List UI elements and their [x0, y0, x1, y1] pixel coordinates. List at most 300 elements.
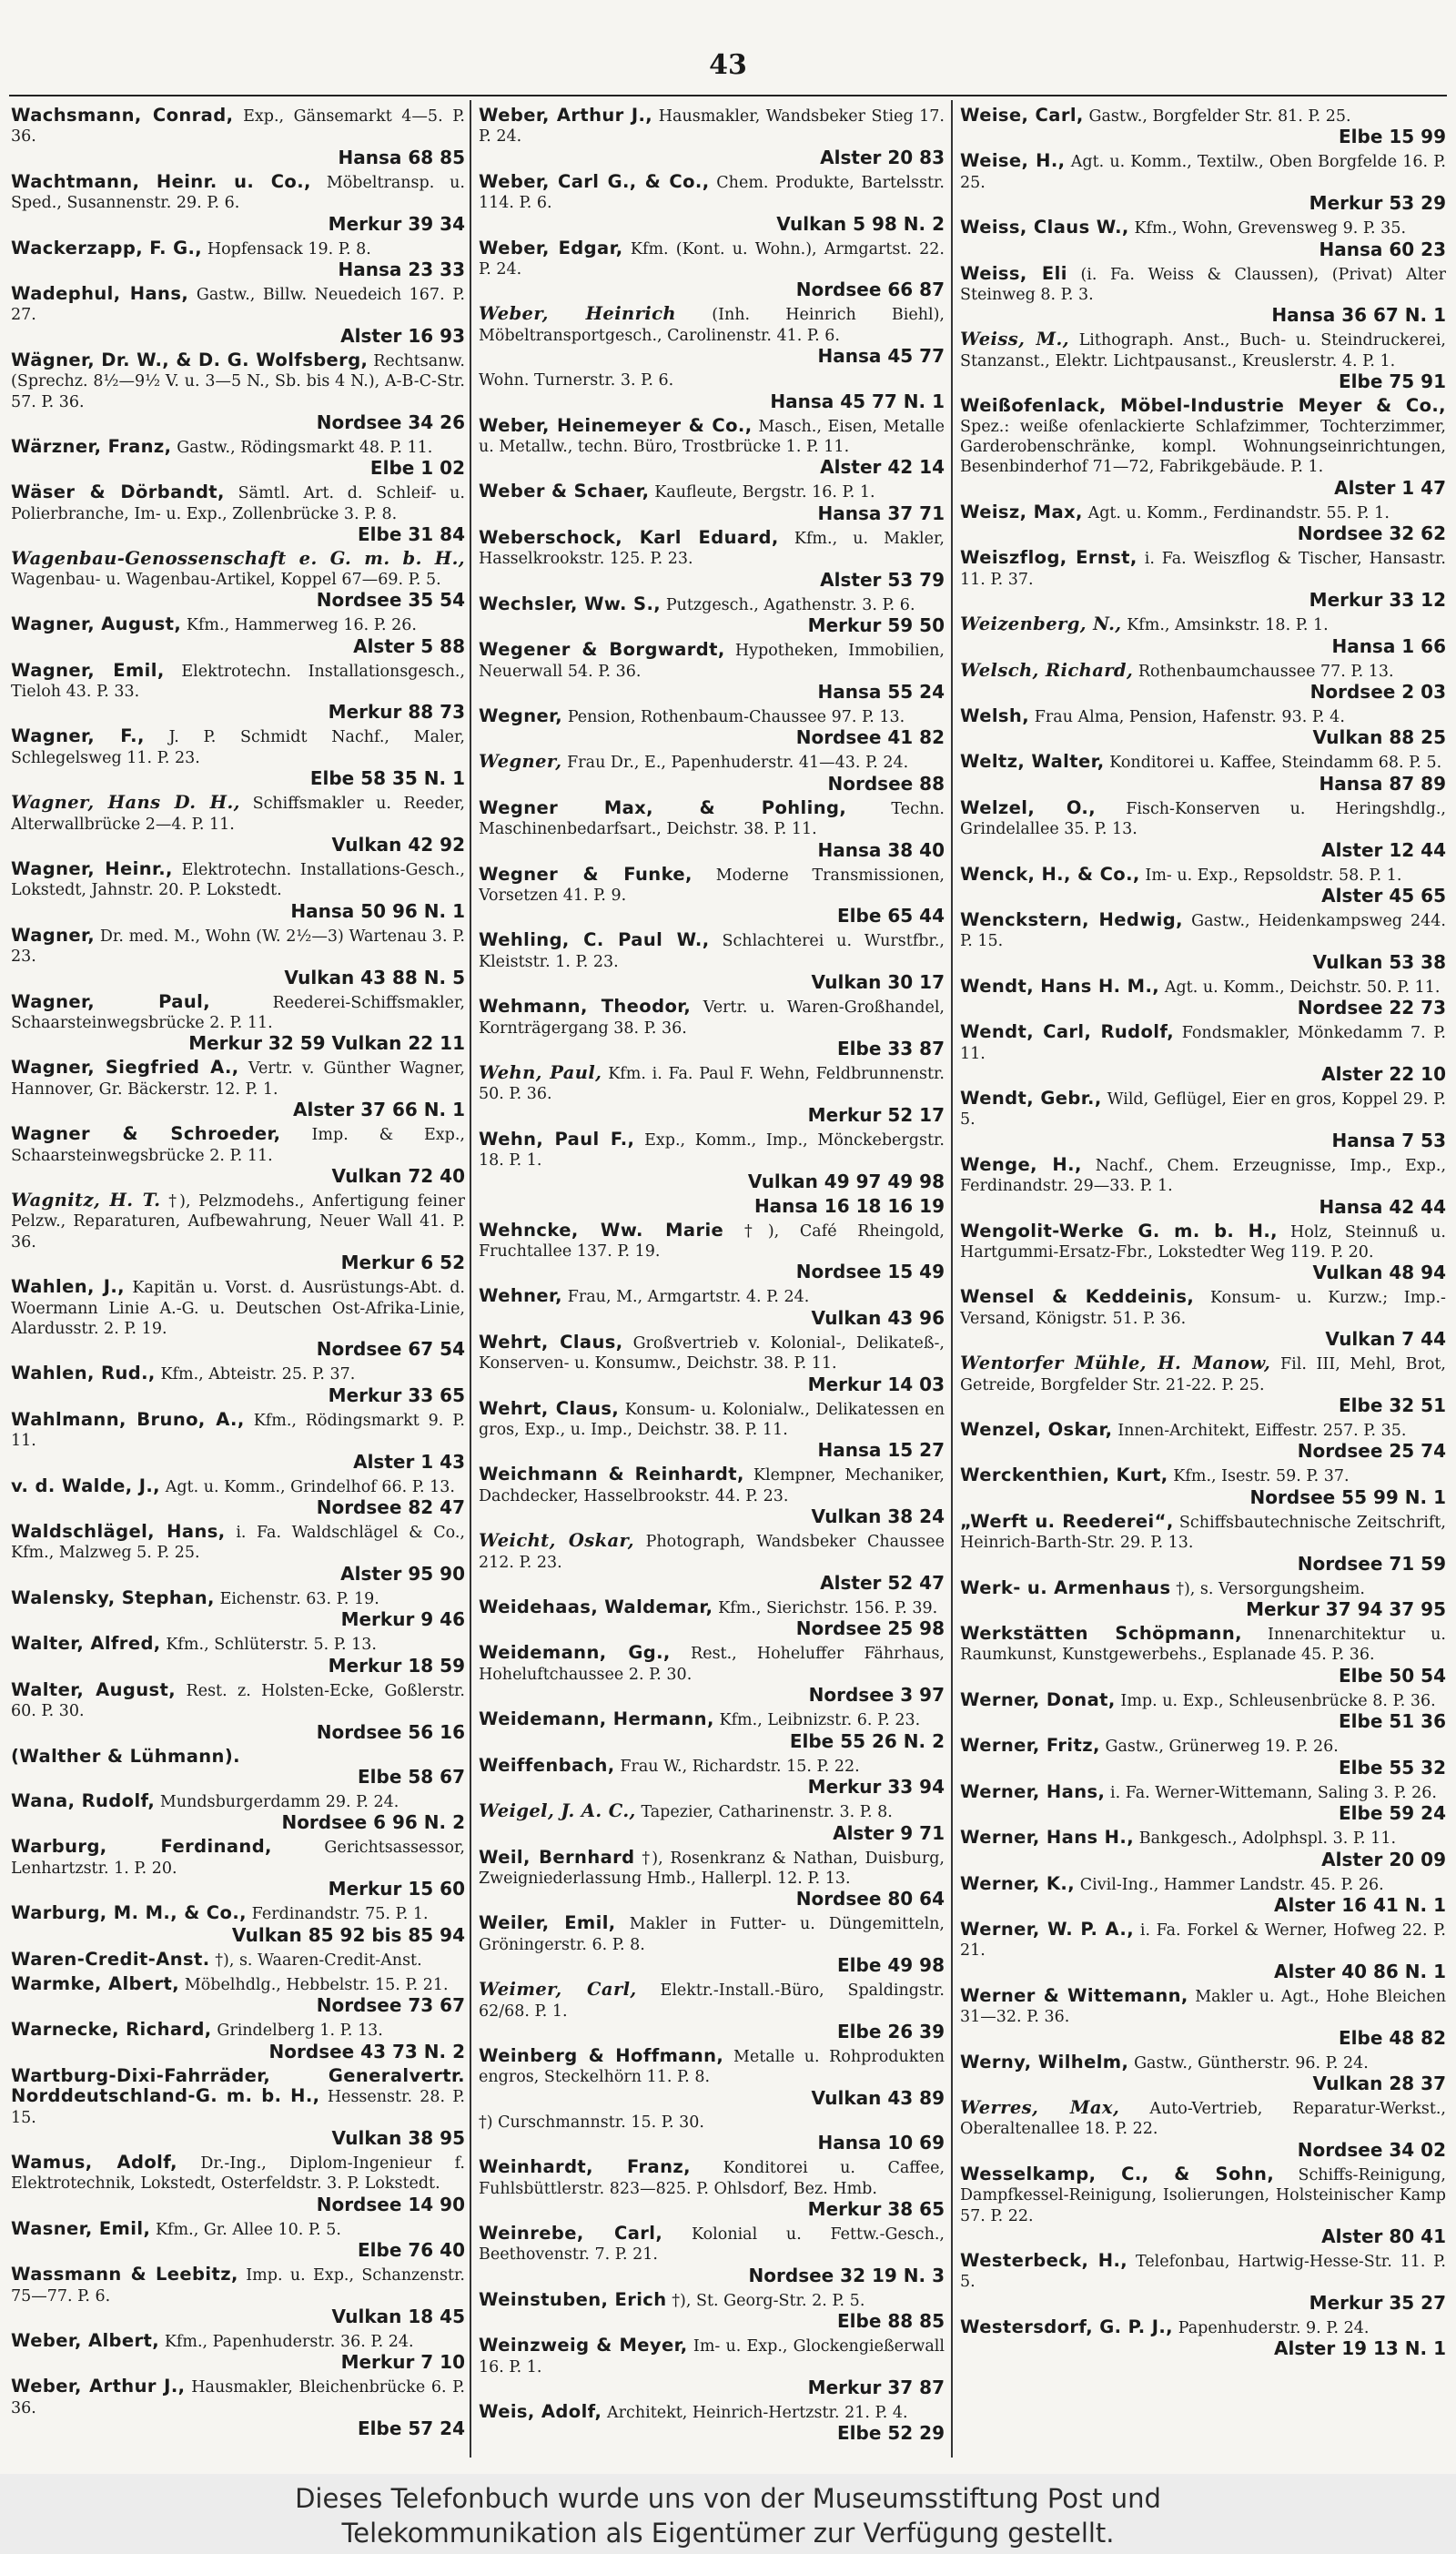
directory-entry	[479, 1221, 945, 1283]
entry-name: Werner, Hans H.,	[960, 1827, 1135, 1849]
entry-phone: Hansa 68 85	[338, 146, 465, 168]
directory-entry	[479, 528, 945, 591]
entry-name: Waldschlägel, Hans,	[11, 1521, 226, 1543]
entry-phone: Nordsee 43 73 N. 2	[268, 2040, 465, 2062]
directory-entry	[11, 238, 465, 280]
entry-phone: Nordsee 14 90	[316, 2193, 465, 2215]
directory-entry	[11, 1191, 465, 1273]
entry-phone: Alster 95 90	[340, 1562, 465, 1585]
entry-details: Dr. med. M., Wohn (W. 2½—3) Wartenau 3. P. 23.	[11, 927, 465, 967]
directory-entry	[11, 2265, 465, 2327]
entry-name: Wagner, Siegfried A.,	[11, 1057, 239, 1079]
entry-details: Kfm., u. Makler, Hasselkrookstr. 125. P. 23.	[479, 529, 945, 569]
entry-details: Agt. u. Komm., Textilw., Oben Borgfelde 16. P. 25.	[960, 153, 1446, 192]
directory-entry	[11, 482, 465, 545]
entry-name: Weise, Carl,	[960, 106, 1084, 126]
entry-phone: Hansa 36 67 N. 1	[1271, 304, 1446, 327]
entry-phone: Merkur 33 12	[1309, 589, 1446, 612]
entry-phone: Vulkan 88 25	[1312, 726, 1446, 749]
entry-phone: Elbe 88 85	[837, 2310, 945, 2333]
entry-phone: Hansa 1 66	[1331, 634, 1446, 657]
directory-entry	[960, 218, 1446, 259]
directory-entry	[960, 1353, 1446, 1416]
entry-details: †), Rosenkranz & Nathan, Duisburg, Zweigniederlassung Hmb., Hallerpl. 12. P. 13.	[479, 1849, 945, 1888]
directory-entry	[479, 1531, 945, 1594]
column-divider	[951, 100, 953, 2458]
entry-phone: Hansa 38 40	[817, 838, 945, 861]
entry-name: Weber, Carl G., & Co.,	[479, 170, 710, 192]
entry-details: Klempner, Mechaniker, Dachdecker, Hasselbrookstr. 44. P. 23.	[479, 1466, 945, 1505]
entry-name: Weimer, Carl,	[479, 1979, 637, 2001]
entry-details: Hopfensack 19. P. 8.	[207, 239, 371, 258]
entry-name: Welsh,	[960, 704, 1030, 726]
entry-name: Wackerzapp, F. G.,	[11, 237, 203, 258]
entry-name: Wendt, Gebr.,	[960, 1087, 1102, 1109]
directory-entry	[960, 1986, 1446, 2049]
entry-details: i. Fa. Werner-Wittemann, Saling 3. P. 26.	[1110, 1783, 1437, 1802]
entry-name: Westerbeck, H.,	[960, 2249, 1128, 2271]
entry-details: Chem. Produkte, Bartelsstr. 114. P. 6.	[479, 173, 945, 213]
directory-entry	[479, 2336, 945, 2398]
entry-phone: Merkur 37 94 37 95	[1246, 1598, 1446, 1621]
directory-column-1	[11, 106, 465, 2445]
directory-entry	[960, 264, 1446, 327]
directory-entry	[960, 1420, 1446, 1462]
directory-entry	[479, 930, 945, 993]
entry-phone: Hansa 10 69	[817, 2132, 945, 2154]
entry-details: Elektrotechn. Installationsgesch., Tieloh 43. P. 33.	[11, 662, 465, 701]
entry-phone: Alster 52 47	[820, 1572, 945, 1595]
entry-phone: Vulkan 30 17	[811, 971, 945, 994]
directory-entry	[960, 1624, 1446, 1687]
entry-phone: Alster 42 14	[820, 456, 945, 479]
entry-details: Agt. u. Komm., Deichstr. 50. P. 11.	[1164, 978, 1441, 997]
entry-details: Kolonial u. Fettw.-Gesch., Beethovenstr. 7. P. 21.	[479, 2225, 945, 2265]
entry-phone: Hansa 37 71	[817, 502, 945, 524]
directory-entry	[960, 1022, 1446, 1085]
directory-entry	[960, 1782, 1446, 1824]
entry-details: Gastw., Borgfelder Str. 81. P. 25.	[1088, 107, 1351, 126]
directory-entry	[11, 1058, 465, 1120]
entry-name: Wehmann, Theodor,	[479, 996, 692, 1018]
entry-name: Werckenthien, Kurt,	[960, 1464, 1168, 1486]
entry-phone: Nordsee 32 62	[1297, 522, 1446, 545]
directory-entry	[11, 926, 465, 988]
directory-entry	[960, 752, 1446, 794]
directory-entry	[11, 1837, 465, 1900]
entry-name: Wahlen, Rud.,	[11, 1363, 156, 1384]
directory-entry	[960, 1578, 1446, 1620]
entry-phone: Elbe 55 32	[1339, 1756, 1446, 1779]
directory-entry	[479, 1980, 945, 2042]
directory-entry	[479, 304, 945, 367]
entry-phone: Nordsee 34 26	[316, 411, 465, 434]
entry-phone: Vulkan 18 45	[331, 2306, 465, 2327]
entry-phone: Vulkan 38 24	[811, 1505, 945, 1528]
directory-entry	[960, 1920, 1446, 1982]
entry-details: Kfm., Abteistr. 25. P. 37.	[160, 1365, 356, 1384]
entry-name: Weidemann, Gg.,	[479, 1642, 671, 1664]
entry-phone: Nordsee 32 19 N. 3	[748, 2264, 945, 2286]
entry-phone: Nordsee 25 74	[1297, 1440, 1446, 1463]
entry-name: Warnecke, Richard,	[11, 2019, 212, 2041]
entry-details: Exp., Gänsemarkt 4—5. P. 36.	[11, 107, 465, 147]
entry-name: Weiler, Emil,	[479, 1912, 616, 1934]
directory-entry	[960, 661, 1446, 703]
entry-name: Werk- u. Armenhaus	[960, 1576, 1171, 1598]
footer-notice	[0, 2474, 1456, 2554]
entry-name: Weisz, Max,	[960, 501, 1083, 522]
entry-name: Wehn, Paul F.,	[479, 1128, 635, 1150]
entry-name: Wehner,	[479, 1285, 562, 1307]
entry-name: Wagnitz, H. T.	[11, 1190, 161, 1211]
entry-details: (Inh. Heinrich Biehl), Möbeltransportgesch., Carolinenstr. 41. P. 6.	[479, 306, 945, 345]
entry-details: Gastw., Heidenkampsweg 244. P. 15.	[960, 911, 1446, 951]
entry-name: Wahlen, J.,	[11, 1276, 125, 1298]
directory-entry	[11, 1476, 465, 1518]
entry-details: Rechtsanw. (Sprechz. 8½—9½ V. u. 3—5 N., Sb. bis 4 N.), A-B-C-Str. 57. P. 36.	[11, 351, 465, 411]
directory-entry	[11, 2153, 465, 2215]
entry-phone: Merkur 33 65	[328, 1383, 465, 1406]
entry-name: Weidemann, Hermann,	[479, 1708, 714, 1730]
entry-details: Kfm., Sierichstr. 156. P. 39.	[718, 1599, 938, 1618]
entry-phone: Alster 16 41 N. 1	[1274, 1893, 1446, 1916]
entry-name: Werny, Wilhelm,	[960, 2051, 1129, 2073]
entry-details: Konditorei u. Caffee, Fuhlsbüttlerstr. 823—825. P. Ohlsdorf, Bez. Hmb.	[479, 2159, 945, 2198]
directory-entry	[479, 1333, 945, 1395]
entry-phone: Elbe 52 29	[837, 2422, 945, 2445]
directory-entry	[11, 1124, 465, 1187]
entry-phone: Alster 9 71	[833, 1821, 945, 1844]
entry-details: Kfm. i. Fa. Paul F. Wehn, Feldbrunnenstr. 50. P. 36.	[479, 1064, 945, 1104]
entry-details: Im- u. Exp., Glockengießerwall 16. P. 1.	[479, 2337, 945, 2377]
entry-phone: Elbe 31 84	[358, 523, 465, 546]
entry-phone: Nordsee 35 54	[316, 589, 465, 612]
entry-phone: Alster 20 09	[1321, 1848, 1446, 1870]
entry-details: Hausmakler, Bleichenbrücke 6. P. 36.	[11, 2378, 465, 2417]
entry-details: Großvertrieb v. Kolonial-, Delikateß-, Konserven- u. Konsumw., Deichstr. 38. P. 11.	[479, 1333, 945, 1373]
directory-entry	[479, 172, 945, 235]
entry-name: Wechsler, Ww. S.,	[479, 593, 662, 614]
entry-name: Waren-Credit-Anst.	[11, 1948, 210, 1970]
entry-phone: Vulkan 43 96	[811, 1306, 945, 1329]
directory-entry	[960, 1874, 1446, 1916]
entry-details: i. Fa. Forkel & Werner, Hofweg 22. P. 21.	[960, 1921, 1446, 1961]
entry-phone: Nordsee 25 98	[795, 1617, 945, 1640]
entry-phone: Vulkan 5 98 N. 2	[776, 212, 945, 235]
entry-name: Weber, Heinemeyer & Co.,	[479, 414, 753, 436]
entry-details: Konsum- u. Kolonialw., Delikatessen en gros, Exp., u. Imp., Deichstr. 38. P. 11.	[479, 1400, 945, 1440]
entry-details: †) Curschmannstr. 15. P. 30.	[479, 2113, 704, 2132]
entry-details: Imp. u. Exp., Schleusenbrücke 8. P. 36.	[1120, 1691, 1436, 1710]
directory-entry	[11, 992, 465, 1055]
entry-details: Techn. Maschinenbedarfsart., Deichstr. 38. P. 11.	[479, 799, 945, 839]
directory-entry	[479, 997, 945, 1059]
entry-phone: Elbe 58 35 N. 1	[309, 767, 465, 790]
directory-entry	[479, 2402, 945, 2444]
entry-details: Schiffsmakler u. Reeder, Alterwallbrücke 2—4. P. 11.	[11, 795, 465, 834]
entry-name: Werner, Donat,	[960, 1688, 1116, 1710]
entry-details: †), St. Georg-Str. 2. P. 5.	[672, 2291, 865, 2310]
entry-name: Wadephul, Hans,	[11, 283, 189, 305]
entry-name: Wegner,	[479, 704, 563, 726]
entry-phone: Hansa 15 27	[817, 1439, 945, 1462]
entry-name: Wachsmann, Conrad,	[11, 106, 234, 126]
entry-name: Weicht, Oskar,	[479, 1530, 635, 1552]
entry-name: Werner, W. P. A.,	[960, 1918, 1135, 1940]
entry-details: Kaufleute, Bergstr. 16. P. 1.	[654, 483, 875, 502]
entry-name: Wegener & Borgwardt,	[479, 639, 725, 661]
entry-details: Innenarchitektur u. Raumkunst, Kunstgewerbehs., Esplanade 45. P. 36.	[960, 1626, 1446, 1665]
directory-entry	[11, 1588, 465, 1630]
entry-name: Weiffenbach,	[479, 1754, 615, 1776]
directory-entry	[479, 1756, 945, 1798]
entry-phone: Alster 1 47	[1334, 476, 1446, 499]
entry-phone: Merkur 6 52	[340, 1252, 465, 1274]
entry-details: Frau Dr., E., Papenhuderstr. 41—43. P. 24.	[567, 754, 909, 773]
entry-phone: Hansa 16 18 16 19	[753, 1194, 945, 1217]
directory-entry	[11, 1950, 465, 1971]
directory-entry	[960, 1736, 1446, 1778]
entry-details: Vertr. v. Günther Wagner, Hannover, Gr. Bäckerstr. 12. P. 1.	[11, 1059, 465, 1099]
directory-entry	[960, 2098, 1446, 2161]
directory-entry	[479, 238, 945, 301]
entry-name: Wehrt, Claus,	[479, 1397, 620, 1419]
directory-entry	[960, 1155, 1446, 1218]
entry-name: Wagner, August,	[11, 613, 182, 635]
directory-entry	[11, 1974, 465, 2016]
entry-phone: Elbe 51 36	[1339, 1710, 1446, 1733]
entry-phone: Nordsee 6 96 N. 2	[281, 1811, 465, 1834]
directory-entry	[479, 1399, 945, 1462]
entry-details: Agt. u. Komm., Ferdinandstr. 55. P. 1.	[1087, 503, 1390, 522]
entry-phone: Elbe 55 26 N. 2	[789, 1729, 945, 1752]
entry-name: Weizenberg, N.,	[960, 613, 1122, 635]
directory-entry	[11, 661, 465, 724]
entry-name: Weiss, Claus W.,	[960, 217, 1129, 238]
entry-name: Wagner, Emil,	[11, 659, 165, 681]
directory-entry	[479, 2290, 945, 2332]
entry-name: Westersdorf, G. P. J.,	[960, 2316, 1173, 2337]
entry-details: Hypotheken, Immobilien, Neuerwall 54. P. 36.	[479, 642, 945, 681]
entry-name: Weinzweig & Meyer,	[479, 2335, 688, 2356]
entry-phone: Elbe 75 91	[1339, 370, 1446, 393]
entry-details: (i. Fa. Weiss & Claussen), (Privat) Alter Steinweg 8. P. 3.	[960, 265, 1446, 305]
entry-phone: Merkur 53 29	[1309, 192, 1446, 215]
entry-details: Wohn. Turnerstr. 3. P. 6.	[479, 371, 674, 390]
entry-phone: Hansa 60 23	[1319, 238, 1446, 260]
entry-phone: Vulkan 43 89	[811, 2086, 945, 2109]
entry-details: Mundsburgerdamm 29. P. 24.	[159, 1792, 399, 1811]
entry-details: Papenhuderstr. 9. P. 24.	[1178, 2318, 1370, 2337]
entry-details: Kfm., Papenhuderstr. 36. P. 24.	[164, 2333, 414, 2351]
directory-entry	[960, 910, 1446, 973]
entry-phone: Elbe 57 24	[358, 2417, 465, 2440]
page-number: 43	[709, 49, 747, 81]
directory-entry	[11, 1277, 465, 1360]
entry-details: Kfm., Hammerweg 16. P. 26.	[186, 616, 417, 635]
directory-entry	[11, 1363, 465, 1405]
entry-name: Wentorfer Mühle, H. Manow,	[960, 1353, 1271, 1374]
directory-entry	[11, 172, 465, 235]
directory-entry	[960, 396, 1446, 499]
entry-details: Metalle u. Rohprodukten engros, Steckelhörn 11. P. 8.	[479, 2047, 945, 2087]
entry-phone: Alster 12 44	[1321, 838, 1446, 861]
entry-name: Weil, Bernhard	[479, 1846, 635, 1868]
entry-name: Werres, Max,	[960, 2096, 1120, 2118]
entry-details: Kfm., Gr. Allee 10. P. 5.	[155, 2220, 341, 2239]
directory-column-3	[960, 106, 1446, 2445]
entry-phone: Merkur 33 94	[807, 1776, 945, 1799]
directory-entry	[479, 2224, 945, 2286]
directory-entry	[960, 502, 1446, 544]
directory-entry	[479, 865, 945, 927]
entry-phone: Elbe 1 02	[369, 457, 465, 480]
directory-entry	[960, 1287, 1446, 1350]
entry-details: Konditorei u. Kaffee, Steindamm 68. P. 5.	[1109, 754, 1442, 773]
entry-details: †), s. Versorgungsheim.	[1176, 1579, 1365, 1598]
directory-entry	[479, 1063, 945, 1126]
entry-details: Wagenbau- u. Wagenbau-Artikel, Koppel 67—69. P. 5.	[11, 570, 441, 589]
directory-entry	[960, 865, 1446, 907]
entry-phone: Nordsee 22 73	[1297, 997, 1446, 1019]
entry-name: Wegner & Funke,	[479, 863, 693, 885]
entry-phone: Vulkan 72 40	[331, 1165, 465, 1187]
entry-phone: Vulkan 28 37	[1312, 2072, 1446, 2094]
directory-entry	[11, 859, 465, 922]
entry-details: Gastw., Billw. Neuedeich 167. P. 27.	[11, 286, 465, 325]
entry-name: Wehrt, Claus,	[479, 1331, 623, 1353]
entry-name: Weinstuben, Erich	[479, 2288, 667, 2310]
entry-name: Wenck, H., & Co.,	[960, 863, 1140, 885]
directory-entry	[479, 1801, 945, 1843]
entry-details: Hausmakler, Wandsbeker Stieg 17. P. 24.	[479, 107, 945, 147]
entry-phone: Elbe 59 24	[1339, 1802, 1446, 1825]
entry-phone: Vulkan 48 94	[1312, 1262, 1446, 1284]
entry-details: Putzgesch., Agathenstr. 3. P. 6.	[665, 595, 915, 614]
entry-phone: Vulkan 38 95	[331, 2126, 465, 2149]
entry-phone: Alster 20 83	[820, 146, 945, 168]
entry-name: Weiss, Eli	[960, 262, 1067, 284]
entry-name: Weiszflog, Ernst,	[960, 547, 1138, 569]
entry-name: Werkstätten Schöpmann,	[960, 1623, 1242, 1645]
entry-name: Walter, Alfred,	[11, 1633, 161, 1655]
entry-details: Grindelberg 1. P. 13.	[217, 2022, 383, 2041]
directory-entry	[960, 1690, 1446, 1732]
entry-details: Agt. u. Komm., Grindelhof 66. P. 13.	[165, 1477, 455, 1496]
entry-phone: Merkur 32 59 Vulkan 22 11	[188, 1032, 465, 1055]
entry-name: Wehling, C. Paul W.,	[479, 929, 710, 951]
directory-entry	[11, 1680, 465, 1743]
entry-name: Wehncke, Ww. Marie	[479, 1219, 724, 1241]
directory-entry	[11, 437, 465, 479]
entry-details: Civil-Ing., Hammer Landstr. 45. P. 26.	[1079, 1875, 1384, 1894]
entry-details: Imp. u. Exp., Schanzenstr. 75—77. P. 6.	[11, 2266, 465, 2306]
entry-details: †), s. Waaren-Credit-Anst.	[215, 1951, 422, 1970]
entry-details: J. P. Schmidt Nachf., Maler, Schlegelsweg 11. P. 23.	[11, 728, 465, 767]
entry-details: Holz, Steinnuß u. Hartgummi-Ersatz-Fbr., Lokstedter Weg 119. P. 20.	[960, 1222, 1446, 1262]
entry-phone: Merkur 39 34	[328, 212, 465, 235]
directory-entry	[11, 2020, 465, 2062]
entry-phone: Merkur 38 65	[807, 2197, 945, 2220]
entry-details: Pension, Rothenbaum-Chaussee 97. P. 13.	[567, 707, 905, 726]
directory-entry	[960, 1465, 1446, 1507]
entry-details: Sämtl. Art. d. Schleif- u. Polierbranche, Im- u. Exp., Zollenbrücke 3. P. 8.	[11, 484, 465, 523]
entry-name: Wägner, Dr. W., & D. G. Wolfsberg,	[11, 349, 369, 370]
entry-name: Weigel, J. A. C.,	[479, 1800, 636, 1822]
top-rule	[9, 95, 1447, 96]
directory-entry	[479, 1196, 945, 1217]
entry-phone: Nordsee 55 99 N. 1	[1249, 1485, 1446, 1508]
entry-name: „Werft u. Reederei“,	[960, 1510, 1174, 1532]
directory-entry	[479, 752, 945, 794]
directory-entry	[11, 2066, 465, 2149]
entry-phone: Alster 37 66 N. 1	[293, 1099, 465, 1121]
entry-phone: Elbe 58 67	[358, 1765, 465, 1788]
entry-phone: Vulkan 53 38	[1312, 950, 1446, 973]
directory-entry	[11, 726, 465, 789]
entry-details: Innen-Architekt, Eiffestr. 257. P. 35.	[1117, 1422, 1407, 1441]
entry-name: Wendt, Carl, Rudolf,	[960, 1021, 1175, 1043]
entry-details: Telefonbau, Hartwig-Hesse-Str. 11. P. 5.	[960, 2252, 1446, 2292]
entry-phone: Hansa 50 96 N. 1	[290, 899, 465, 922]
entry-details: Lithograph. Anst., Buch- u. Steindruckerei, Stanzanst., Elektr. Lichtpausanst., Kreuslerstr. 4. P. 1.	[960, 331, 1446, 370]
entry-phone: Alster 53 79	[820, 568, 945, 591]
entry-phone: Elbe 32 51	[1339, 1394, 1446, 1417]
entry-name: Wensel & Keddeinis,	[960, 1286, 1195, 1308]
entry-name: Wagenbau-Genossenschaft e. G. m. b. H.,	[11, 548, 465, 570]
entry-phone: Alster 16 93	[340, 324, 465, 347]
entry-phone: Alster 40 86 N. 1	[1274, 1960, 1446, 1982]
entry-details: Fondsmakler, Mönkedamm 7. P. 11.	[960, 1024, 1446, 1063]
directory-entry	[960, 106, 1446, 147]
entry-name: Wärzner, Franz,	[11, 436, 172, 458]
directory-entry	[479, 2046, 945, 2109]
entry-phone: Elbe 76 40	[358, 2239, 465, 2262]
entry-phone: Nordsee 15 49	[795, 1261, 945, 1283]
entry-phone: Hansa 45 77	[817, 345, 945, 368]
entry-phone: Nordsee 88	[827, 772, 945, 795]
entry-name: Warburg, M. M., & Co.,	[11, 1902, 247, 1924]
directory-entry	[479, 1464, 945, 1527]
entry-name: Weber, Albert,	[11, 2330, 160, 2351]
entry-phone: Alster 19 13 N. 1	[1274, 2337, 1446, 2360]
entry-phone: Elbe 48 82	[1339, 2026, 1446, 2049]
entry-details: Kfm., Wohn, Grevensweg 9. P. 35.	[1134, 219, 1407, 238]
directory-entry	[11, 549, 465, 611]
directory-entry	[479, 1709, 945, 1751]
entry-name: Wenckstern, Hedwig,	[960, 908, 1183, 930]
entry-name: Welsch, Richard,	[960, 659, 1134, 681]
entry-details: Spez.: weiße ofenlackierte Schlafzimmer, Tochterzimmer, Garderobenschränke, kompl. Wohnungseinrichtungen, Besenbinderhof 71—72, Fabrikgebäude. P. 1.	[960, 417, 1446, 477]
entry-details: Eichenstr. 63. P. 19.	[219, 1589, 379, 1608]
entry-details: Nachf., Chem. Erzeugnisse, Imp., Exp., Ferdinandstr. 29—33. P. 1.	[960, 1156, 1446, 1196]
directory-entry	[479, 2157, 945, 2220]
directory-entry	[11, 106, 465, 168]
entry-name: Wegner,	[479, 751, 562, 773]
directory-entry	[960, 329, 1446, 392]
entry-details: Makler u. Agt., Hohe Bleichen 31—32. P. 36.	[960, 1987, 1446, 2027]
entry-phone: Merkur 15 60	[328, 1878, 465, 1900]
directory-entry	[11, 284, 465, 347]
directory-entry	[11, 1634, 465, 1676]
entry-name: Wagner & Schroeder,	[11, 1123, 281, 1145]
entry-name: Wagner,	[11, 924, 95, 946]
directory-entry	[11, 793, 465, 856]
entry-phone: Elbe 49 98	[837, 1954, 945, 1977]
entry-details: Gastw., Güntherstr. 96. P. 24.	[1134, 2053, 1369, 2073]
entry-name: Wegner Max, & Pohling,	[479, 796, 847, 818]
